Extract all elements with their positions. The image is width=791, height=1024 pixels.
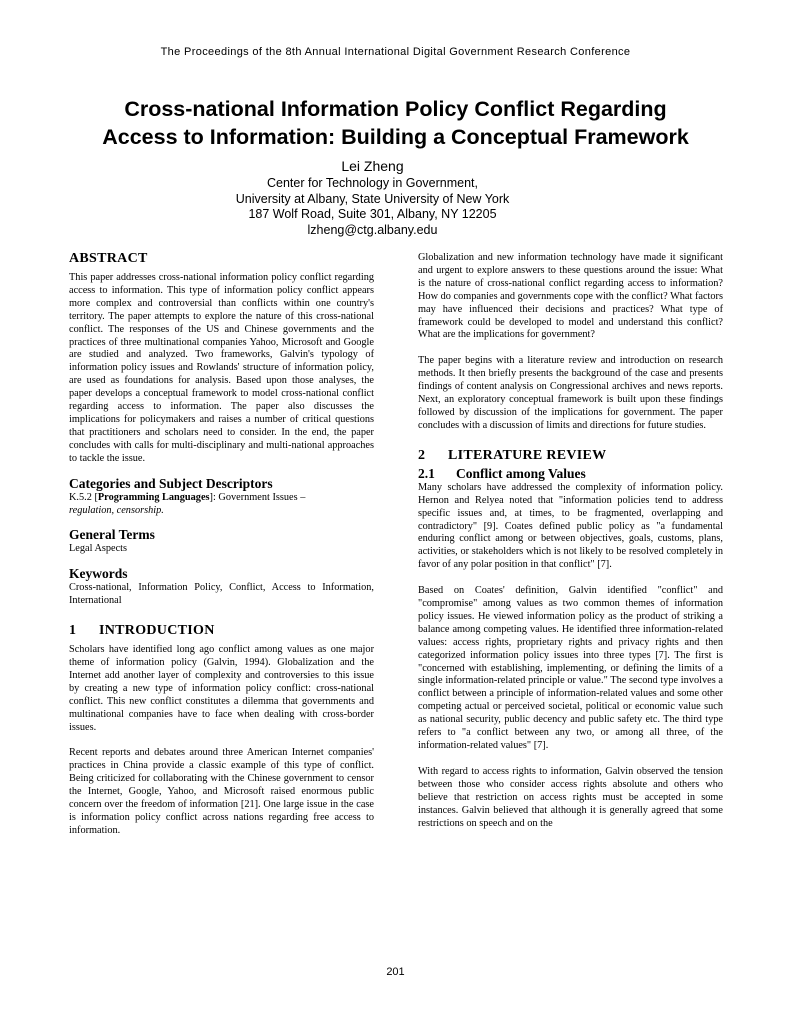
general-terms-text: Legal Aspects: [69, 543, 128, 555]
section-number: 2: [418, 447, 426, 463]
paper-title-line-1: Cross-national Information Policy Conflict Regarding: [124, 97, 667, 121]
keywords-heading: Keywords: [69, 566, 128, 582]
author-name: Lei Zheng: [341, 158, 404, 174]
categories-bold: Programming Languages: [97, 491, 210, 503]
abstract-heading: ABSTRACT: [69, 251, 148, 266]
body-paragraph: Globalization and new information technology have made it significant and urgent to explore answers to these questions around the issue: What is the nature of cross-national conflict regarding access to information? How do companies and governments cope with the conflict? What factors may have influenced their decisions and practices? What type of framework could be developed to model and understand this conflict? What are the implications for government?: [418, 252, 723, 341]
section-title: INTRODUCTION: [99, 623, 215, 639]
introduction-paragraph: Recent reports and debates around three American Internet companies' practices in China provide a classic example of this type of conflict. Being criticized for collaborating with the Chinese government to censor the Internet, Google, Yahoo, and Microsoft raised enormous public concern over the freedom of information [21]. One large issue in the case is information policy conflict across nations regarding free access to information.: [69, 747, 374, 836]
body-paragraph: The paper begins with a literature review and introduction on research methods. It then briefly presents the background of the case and presents findings of content analysis on Congressional archives and news reports. Next, an exploratory conceptual framework is built upon these findings followed by discussion of the implications for government. The paper concludes with a discussion of limits and directions for future studies.: [418, 355, 723, 431]
author-email: lzheng@ctg.albany.edu: [307, 222, 438, 237]
page-number: 201: [386, 966, 405, 978]
affiliation-line: 187 Wolf Road, Suite 301, Albany, NY 12205: [248, 207, 497, 221]
paper-title: [40, 95, 751, 151]
conference-header: The Proceedings of the 8th Annual International Digital Government Research Conference: [160, 46, 631, 58]
body-paragraph: Based on Coates' definition, Galvin identified "conflict" and "compromise" among values as two common themes of information policy issues. He viewed information policy as the product of striking a balance among competing values. He identified three information-related values: access rights, proprietary rights and privacy rights and then categorized information policy issues into three types [7]. The first is "concerned with establishing, implementing, or defining the limits of a single information-related principle or value." The second type involves a conflict between a principle of information-related values and some other competing actual or perceived societal, political or economic value such as national security, public decency and public safety etc. The third type refers to "a conflict between any two, or among all three, of the information-related values" [7].: [418, 585, 723, 751]
left-column: [69, 250, 374, 838]
keywords-text: Cross-national, Information Policy, Conflict, Access to Information, International: [69, 582, 374, 607]
paper-title-line-2: Access to Information: Building a Conceptual Framework: [102, 125, 689, 149]
section-number: 1: [69, 623, 77, 639]
categories-text: [69, 492, 374, 518]
categories-code: K.5.2 [: [69, 491, 98, 503]
subsection-title: Conflict among Values: [456, 465, 586, 481]
affiliation-line: University at Albany, State University of New York: [235, 191, 510, 206]
author-affiliation: [0, 176, 745, 238]
categories-rest: ]: Government Issues –: [209, 491, 306, 503]
subsection-number: 2.1: [418, 465, 435, 481]
categories-italic: regulation, censorship.: [69, 504, 164, 516]
section-title: LITERATURE REVIEW: [448, 447, 607, 463]
general-terms-heading: General Terms: [69, 527, 155, 543]
affiliation-line: Center for Technology in Government,: [267, 176, 478, 190]
introduction-paragraph: Scholars have identified long ago conflict among values as one major theme of information policy (Galvin, 1994). Globalization and the Internet add another layer of complexity and controversies to this issue by creating a new type of information policy conflict: cross-national conflict. This new conflict constitutes a dilemma that governments and multinational companies have to face when dealing with cross-border issues.: [69, 644, 374, 733]
right-column: [418, 252, 723, 830]
body-paragraph: With regard to access rights to information, Galvin observed the tension between those who consider access rights absolute and others who believe that restriction on access rights must be accepted in some instances. Galvin believed that although it is generally agreed that some restrictions on speech and on the: [418, 765, 723, 829]
introduction-heading: [69, 622, 374, 639]
abstract-text: This paper addresses cross-national information policy conflict regarding access to information. This type of information policy conflict appears more complex and controversial than conflicts within one country's territory. The paper attempts to explore the nature of this cross-national conflict. The responses of the US and Chinese governments and the practices of three multinational companies Yahoo, Microsoft and Google are studied and analyzed. Two frameworks, Galvin's typology of information policy issues and Rowlands' structure of information policy, are used as foundations for analysis. Based upon those analyses, the paper develops a conceptual framework to model cross-national conflict regarding access to information. The paper also discusses the implications for policymakers and raises a number of critical questions that practitioners and scholars need to consider. In the end, the paper concludes with calls for multi-disciplinary and multi-national approaches to tackle the issue.: [69, 272, 374, 464]
body-paragraph: Many scholars have addressed the complexity of information policy. Hernon and Relyea noted that "information policies tend to address specific issues and, at times, to be fragmented, overlapping and contradictory" [9]. Coates defined public policy as "a fundamental enduring conflict among or between objectives, goals, customs, plans, activities, or stakeholders which is not likely to be resolved completely in favor of any polar position in that conflict" [7].: [418, 481, 723, 571]
literature-review-heading: [418, 447, 723, 464]
conflict-values-heading: [418, 466, 723, 482]
categories-heading: Categories and Subject Descriptors: [69, 475, 273, 491]
